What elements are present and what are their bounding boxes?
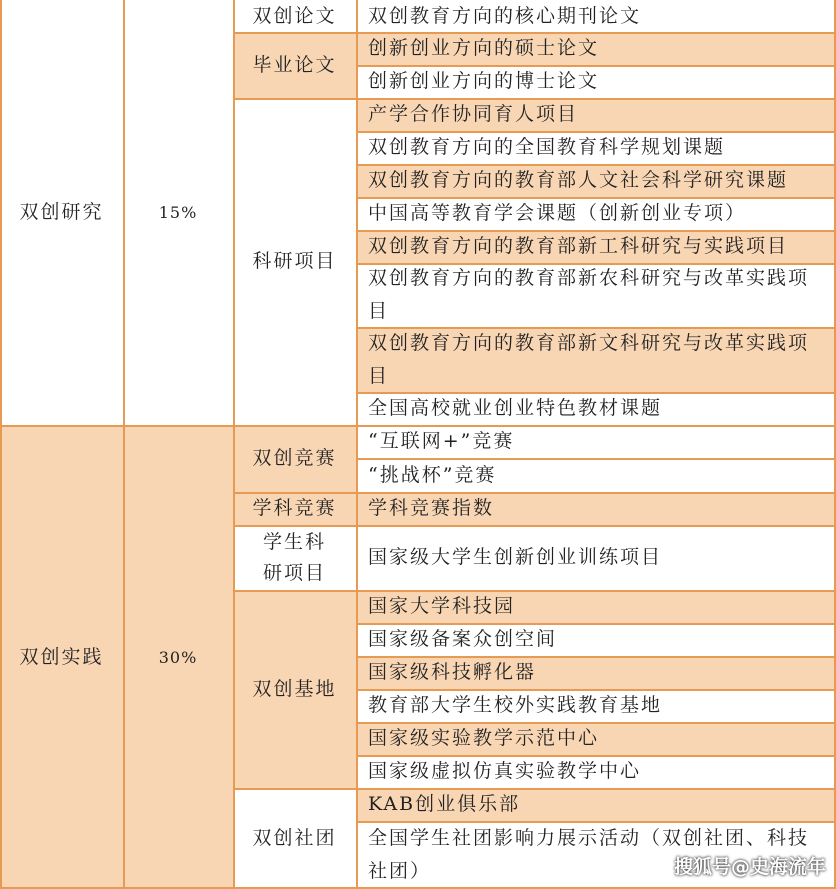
table-cell-item: 学科竞赛指数: [356, 492, 836, 525]
grid-line: [356, 755, 836, 757]
grid-line: [233, 590, 836, 592]
group-name: [233, 525, 356, 590]
grid-line: [233, 492, 836, 494]
table-cell-item: 国家级实验教学示范中心: [356, 722, 836, 755]
grid-line: [123, 0, 125, 889]
grid-line: [0, 425, 836, 427]
table-cell-item: 国家级科技孵化器: [356, 656, 836, 689]
section-name-practice: 双创实践: [0, 425, 123, 889]
table-cell-item: 双创教育方向的教育部人文社会科学研究课题: [356, 164, 836, 197]
table-cell-item: 双创教育方向的教育部新文科研究与改革实践项目: [356, 327, 836, 392]
grid-line: [233, 32, 836, 34]
grid-line: [0, 887, 836, 889]
table-cell-item: 国家级备案众创空间: [356, 623, 836, 656]
table-cell-item: “挑战杯”竞赛: [356, 458, 836, 492]
grid-line: [233, 525, 836, 527]
table-cell-item: “互联网+”竞赛: [356, 425, 836, 458]
table-cell-item: 教育部大学生校外实践教育基地: [356, 689, 836, 722]
group-name-text: 学生科研项目: [262, 530, 326, 584]
grid-line: [356, 197, 836, 199]
table-cell-item: 全国学生社团影响力展示活动（双创社团、科技社团）: [356, 821, 836, 889]
group-name: 双创论文: [233, 0, 356, 32]
grid-line: [356, 821, 836, 823]
table-cell-item: 中国高等教育学会课题（创新创业专项）: [356, 197, 836, 230]
table-cell-item: 创新创业方向的博士论文: [356, 65, 836, 98]
grid-line: [233, 98, 836, 100]
table-cell-item: 国家大学科技园: [356, 590, 836, 623]
grid-line: [233, 788, 836, 790]
grid-line: [356, 392, 836, 394]
table-cell-item: 全国高校就业创业特色教材课题: [356, 392, 836, 425]
grid-line: [356, 656, 836, 658]
grid-line: [356, 230, 836, 232]
section-weight-research: 15%: [123, 0, 233, 425]
table-cell-item: 双创教育方向的教育部新工科研究与实践项目: [356, 230, 836, 263]
table-cell-item: 产学合作协同育人项目: [356, 98, 836, 131]
table-cell-item: 国家级大学生创新创业训练项目: [356, 525, 836, 590]
table-cell-item: 双创教育方向的全国教育科学规划课题: [356, 131, 836, 164]
grid-line: [356, 65, 836, 67]
group-name: 学科竞赛: [233, 492, 356, 525]
table-cell-item: 国家级虚拟仿真实验教学中心: [356, 755, 836, 788]
group-name: 双创竞赛: [233, 425, 356, 492]
grid-line: [356, 131, 836, 133]
group-name: 毕业论文: [233, 32, 356, 98]
group-name: 科研项目: [233, 98, 356, 425]
grid-line: [233, 0, 235, 889]
grid-line: [356, 722, 836, 724]
section-name-research: 双创研究: [0, 0, 123, 425]
grid-line: [356, 458, 836, 460]
grid-line: [356, 623, 836, 625]
section-weight-practice: 30%: [123, 425, 233, 889]
grid-line: [356, 689, 836, 691]
grid-line: [0, 0, 2, 889]
grid-line: [356, 263, 836, 265]
table-cell-item: 双创教育方向的核心期刊论文: [356, 0, 836, 32]
table-cell-item: KAB创业俱乐部: [356, 788, 836, 821]
watermark: 搜狐号@史海流年: [673, 856, 826, 878]
group-name: 双创基地: [233, 590, 356, 788]
table-cell-item: 双创教育方向的教育部新农科研究与改革实践项目: [356, 263, 836, 327]
group-name: 双创社团: [233, 788, 356, 889]
table-cell-item: 创新创业方向的硕士论文: [356, 32, 836, 65]
grid-line: [356, 164, 836, 166]
grid-line: [356, 327, 836, 329]
